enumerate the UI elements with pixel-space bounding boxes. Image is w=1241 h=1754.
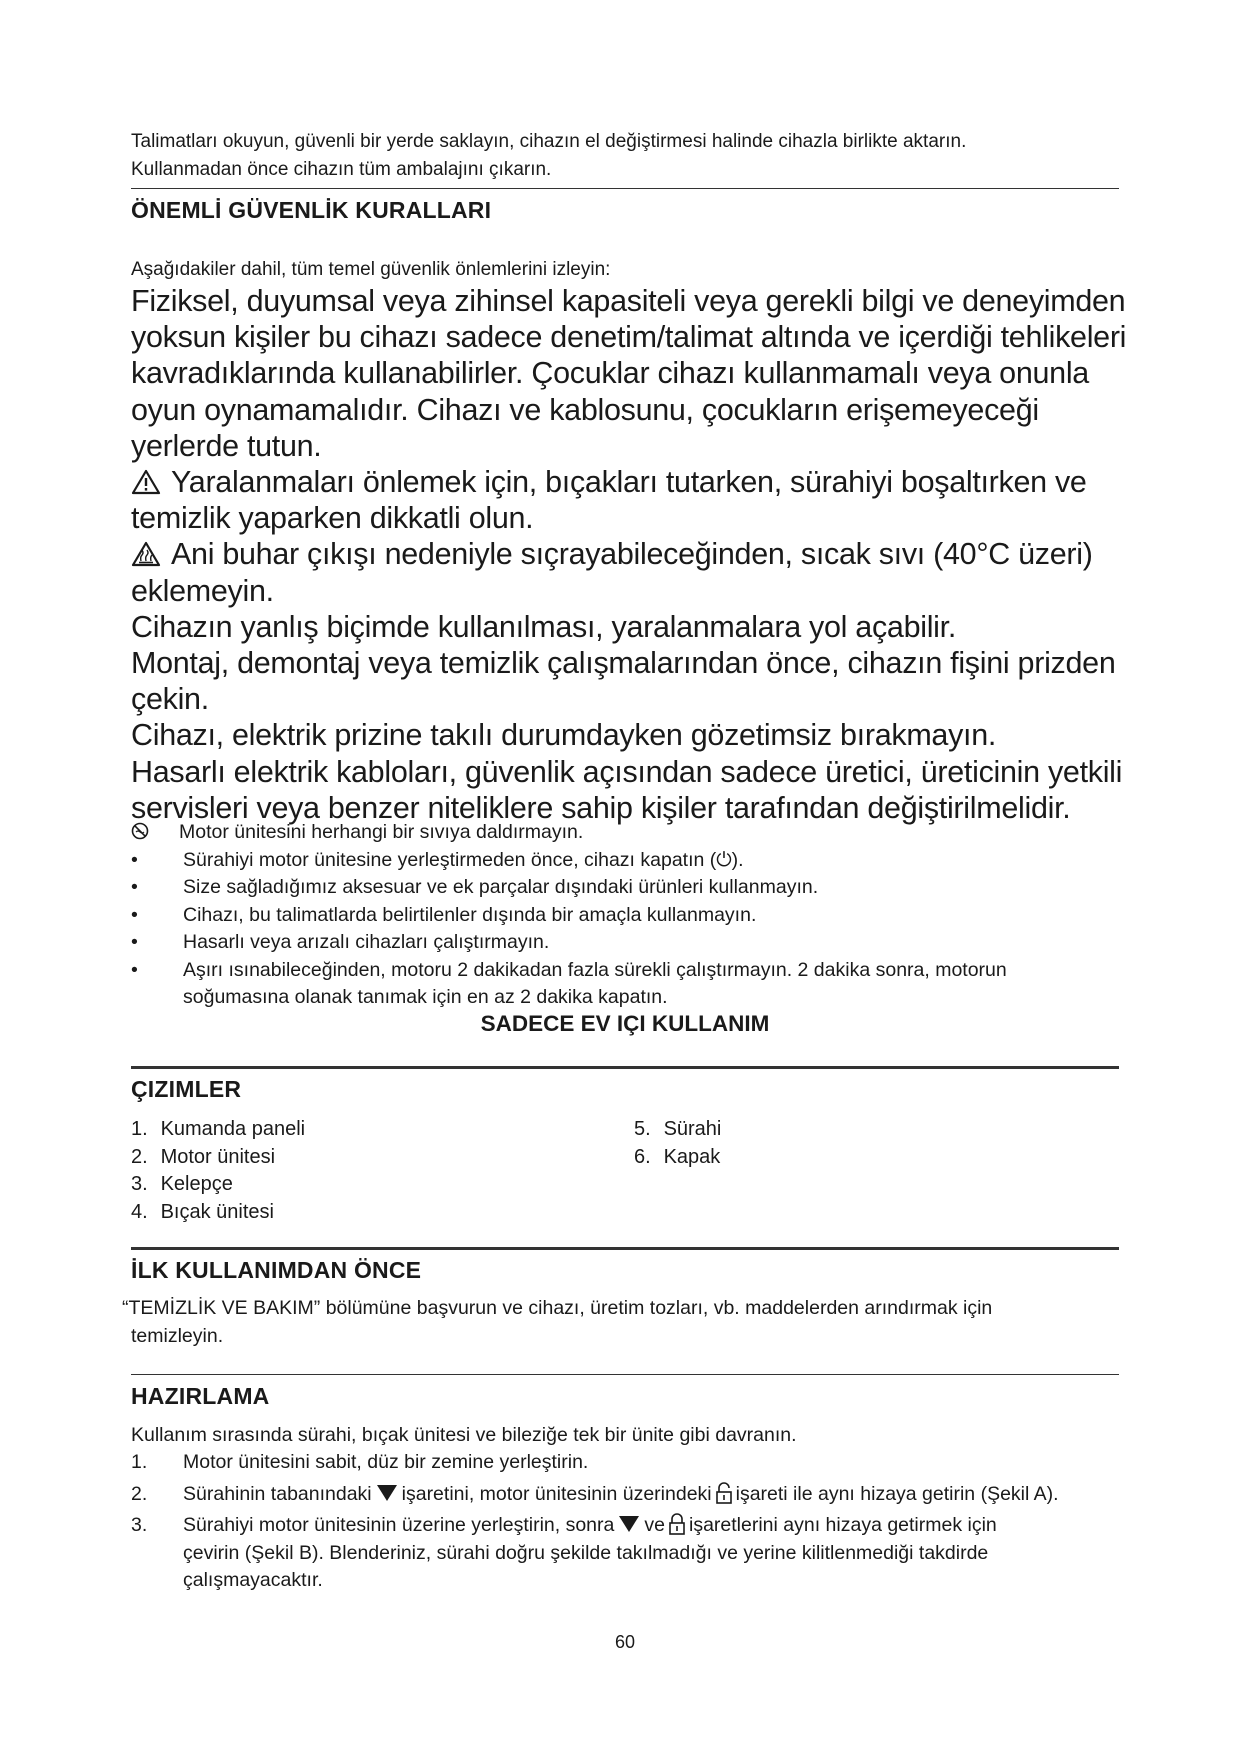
legend-column-left: [131, 1116, 305, 1226]
safety-paragraph-hot-liquid: Ani buhar çıkışı nedeniyle sıçrayabileceğinden, sıcak sıvı (40°C üzeri) eklemeyin.: [131, 537, 1093, 608]
step-3: 3. Sürahiyi motor ünitesinin üzerine yerleştirin, sonra ve işaretlerini aynı hizaya getirmek için çevirin (Şekil B). Blenderiniz, sürahi doğru şekilde takılmadığı ve yerine kilitlenmediği takdirde çalışmayacaktır.: [131, 1514, 997, 1591]
legend-item: 1. Kumanda paneli: [131, 1118, 306, 1140]
page-number: 60: [614, 1632, 636, 1652]
preparation-steps: [131, 1449, 1131, 1595]
divider: [131, 188, 1119, 189]
bullet: •: [131, 848, 138, 871]
divider: [131, 1374, 1119, 1375]
bullet: •: [131, 931, 138, 953]
preparation-intro: Kullanım sırasında sürahi, bıçak ünitesi ve bileziğe tek bir ünite gibi davranın.: [131, 1424, 797, 1446]
legend-item: 2. Motor ünitesi: [131, 1145, 276, 1168]
safety-paragraph: Cihazın yanlış biçimde kullanılması, yaralanmalara yol açabilir.: [131, 609, 957, 644]
safety-paragraph-blades: Yaralanmaları önlemek için, bıçakları tutarken, sürahiyi boşaltırken ve temizlik yaparken dikkatli olun.: [131, 465, 1087, 536]
bullet: •: [131, 958, 138, 981]
drawings-heading: ÇIZIMLER: [131, 1076, 242, 1102]
safety-subtitle: Aşağıdakiler dahil, tüm temel güvenlik önlemlerini izleyin:: [131, 259, 611, 280]
safety-paragraph: Hasarlı elektrik kabloları, güvenlik açısından sadece üretici, üreticinin yetkili servisleri veya benzer niteliklere sahip kişiler tarafından değiştirilmelidir.: [131, 754, 1123, 825]
safety-paragraph: Montaj, demontaj veya temizlik çalışmalarından önce, cihazın fişini prizden çekin.: [131, 646, 1116, 717]
lock-icon: [668, 1513, 686, 1535]
intro-text: [131, 128, 1121, 184]
legend-column-right: [634, 1116, 721, 1171]
divider: [131, 1247, 1119, 1250]
safety-heading: ÖNEMLİ GÜVENLİK KURALLARI: [131, 197, 492, 223]
legend-item: 5. Sürahi: [634, 1118, 722, 1140]
list-item: • Aşırı ısınabileceğinden, motoru 2 dakikadan fazla sürekli çalıştırmayın. 2 dakika sonra, motorun soğumasına olanak tanımak için en az 2 dakika kapatın.: [131, 958, 1007, 1008]
list-item: • Size sağladığımız aksesuar ve ek parçalar dışındaki ürünleri kullanmayın.: [131, 874, 1121, 902]
no-immersion-icon: [131, 822, 149, 840]
household-use-only: SADECE EV IÇI KULLANIM: [480, 1011, 770, 1036]
legend-item: 4. Bıçak ünitesi: [131, 1200, 274, 1223]
unlock-icon: [715, 1482, 733, 1504]
safety-paragraph: Fiziksel, duyumsal veya zihinsel kapasiteli veya gerekli bilgi ve deneyimden yoksun kişiler bu cihazı sadece denetim/talimat altında ve içerdiği tehlikeleri kavradıklarında kullanabilirler. Çocuklar cihazı kullanmamalı veya onunla oyun oynamamalıdır. Cihazı ve kablosunu, çocukların erişemeyeceği yerlerde tutun.: [131, 284, 1127, 463]
preparation-heading: HAZIRLAMA: [131, 1383, 270, 1409]
intro-line-2: Kullanmadan önce cihazın tüm ambalajını çıkarın.: [131, 159, 552, 180]
first-use-text: “TEMİZLİK VE BAKIM” bölümüne başvurun ve cihazı, üretim tozları, vb. maddelerden arındırmak için temizleyin.: [122, 1297, 993, 1347]
intro-line-1: Talimatları okuyun, güvenli bir yerde saklayın, cihazın el değiştirmesi halinde cihazla birlikte aktarın.: [131, 131, 967, 152]
first-use-heading: İLK KULLANIMDAN ÖNCE: [131, 1257, 422, 1283]
legend-item: 6. Kapak: [634, 1145, 721, 1168]
down-triangle-icon: [618, 1515, 640, 1533]
hot-surface-warning-icon: [131, 541, 161, 567]
safety-paragraph: Cihazı, elektrik prizine takılı durumdayken gözetimsiz bırakmayın.: [131, 718, 997, 753]
legend-item: 3. Kelepçe: [131, 1173, 233, 1195]
list-item: • Cihazı, bu talimatlarda belirtilenler dışında bir amaçla kullanmayın.: [131, 902, 1121, 930]
warning-icon: [131, 469, 161, 495]
safety-small-list: [131, 819, 1121, 1012]
list-item: • Hasarlı veya arızalı cihazları çalıştırmayın.: [131, 929, 1121, 957]
bullet: •: [131, 876, 138, 898]
no-immerse-item: Motor ünitesini herhangi bir sıvıya daldırmayın.: [131, 819, 1121, 847]
down-triangle-icon: [376, 1484, 398, 1502]
safety-main-text: [131, 283, 1131, 826]
step-1: 1. Motor ünitesini sabit, düz bir zemine yerleştirin.: [131, 1451, 589, 1473]
step-2: 2. Sürahinin tabanındaki işaretini, motor ünitesinin üzerindeki işareti ile aynı hizaya getirin (Şekil A).: [131, 1482, 1059, 1505]
manual-page: [122, 0, 1127, 1754]
list-item: • Sürahiyi motor ünitesine yerleştirmeden önce, cihazı kapatın (⏻).: [131, 847, 1121, 875]
divider: [131, 1066, 1119, 1069]
bullet: •: [131, 903, 138, 926]
